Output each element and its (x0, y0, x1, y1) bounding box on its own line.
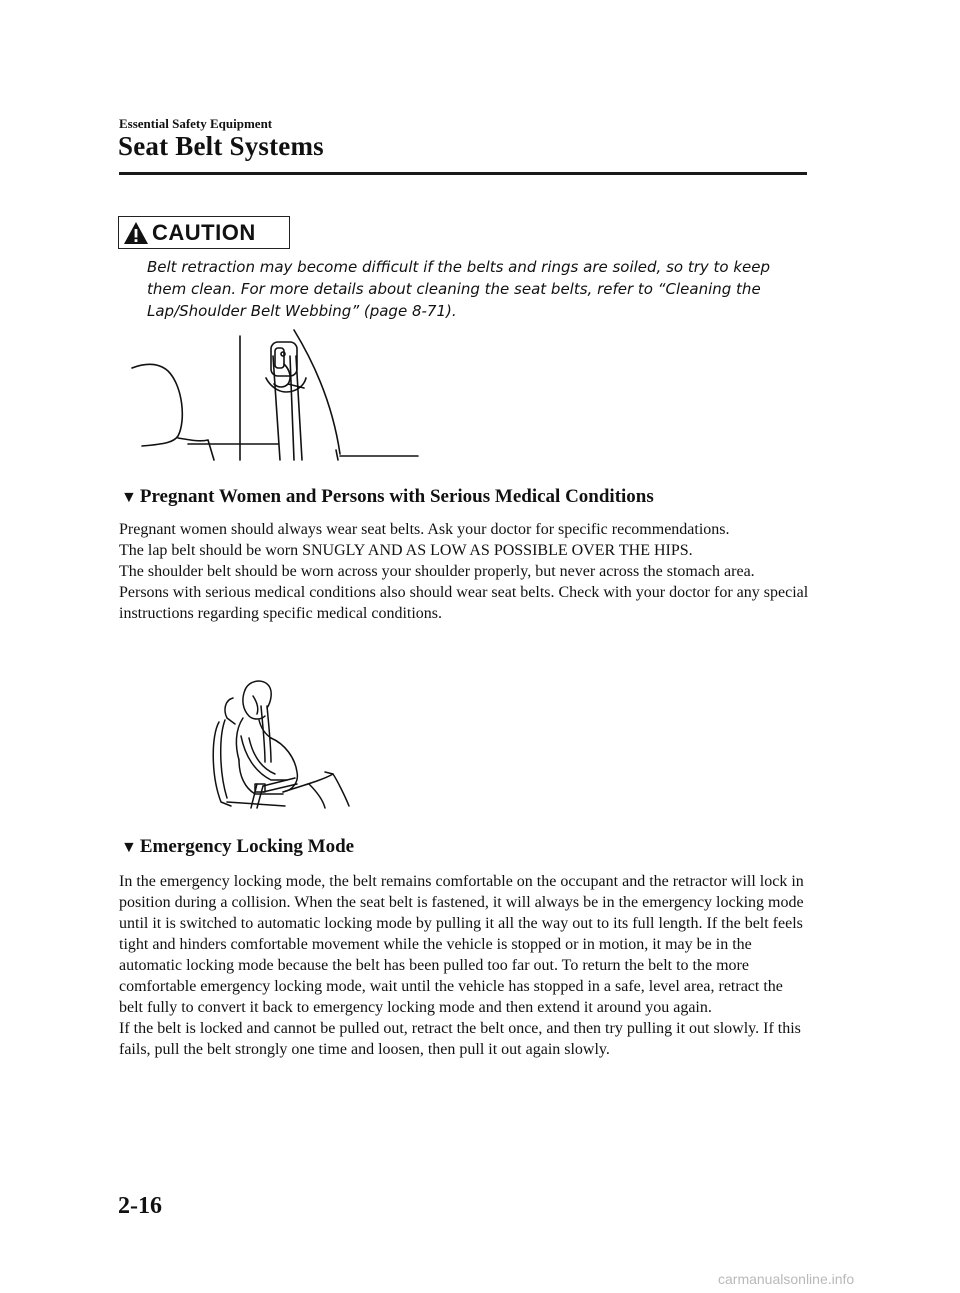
paragraph: The lap belt should be worn SNUGLY AND AS LOW AS POSSIBLE OVER THE HIPS. (119, 542, 693, 559)
emergency-section-heading (121, 836, 354, 858)
page-number: 2-16 (118, 1193, 162, 1219)
pregnant-section-body (119, 519, 809, 624)
warning-triangle-icon (123, 221, 149, 245)
pregnant-section-heading (121, 486, 654, 508)
emergency-heading-text: Emergency Locking Mode (139, 836, 355, 857)
seat-belt-anchor-illustration (128, 326, 428, 466)
paragraph: If the belt is locked and cannot be pulled out, retract the belt once, and then try pulling it out slowly. If this fails, pull the belt strongly one time and loosen, then pull it out again slowly. (119, 1020, 801, 1058)
caution-title: CAUTION (152, 220, 256, 245)
page-title: Seat Belt Systems (118, 131, 324, 161)
watermark: carmanualsonline.info (718, 1271, 855, 1287)
triangle-marker-icon: ▼ (121, 839, 137, 856)
paragraph: In the emergency locking mode, the belt remains comfortable on the occupant and the retractor will lock in position during a collision. When the seat belt is fastened, it will always be in the emergency locking mode until it is switched to automatic locking mode by pulling it all the way out to its full length. If the belt feels tight and hinders comfortable movement while the vehicle is stopped or in motion, it may be in the automatic locking mode because the belt has been pulled too far out. To return the belt to the more comfortable emergency locking mode, wait until the vehicle has stopped in a safe, level area, retract the belt fully to convert it back to emergency locking mode and then extend it around you again. (119, 873, 804, 1016)
pregnant-heading-text: Pregnant Women and Persons with Serious Medical Conditions (139, 486, 654, 507)
pregnant-woman-seatbelt-illustration (205, 676, 355, 810)
paragraph: Pregnant women should always wear seat belts. Ask your doctor for specific recommendations. (119, 521, 730, 538)
triangle-marker-icon: ▼ (121, 489, 137, 506)
paragraph: The shoulder belt should be worn across your shoulder properly, but never across the stomach area. (119, 563, 755, 580)
paragraph: Persons with serious medical conditions also should wear seat belts. Check with your doctor for any special instructions regarding specific medical conditions. (119, 584, 809, 622)
section-label: Essential Safety Equipment (119, 116, 273, 131)
header-divider (119, 172, 807, 175)
emergency-section-body (119, 871, 809, 1060)
caution-text: Belt retraction may become difficult if the belts and rings are soiled, so try to keep them clean. For more details about cleaning the seat belts, refer to “Cleaning the Lap/Shoulder Belt Webbing” (page 8-71). (147, 258, 771, 320)
